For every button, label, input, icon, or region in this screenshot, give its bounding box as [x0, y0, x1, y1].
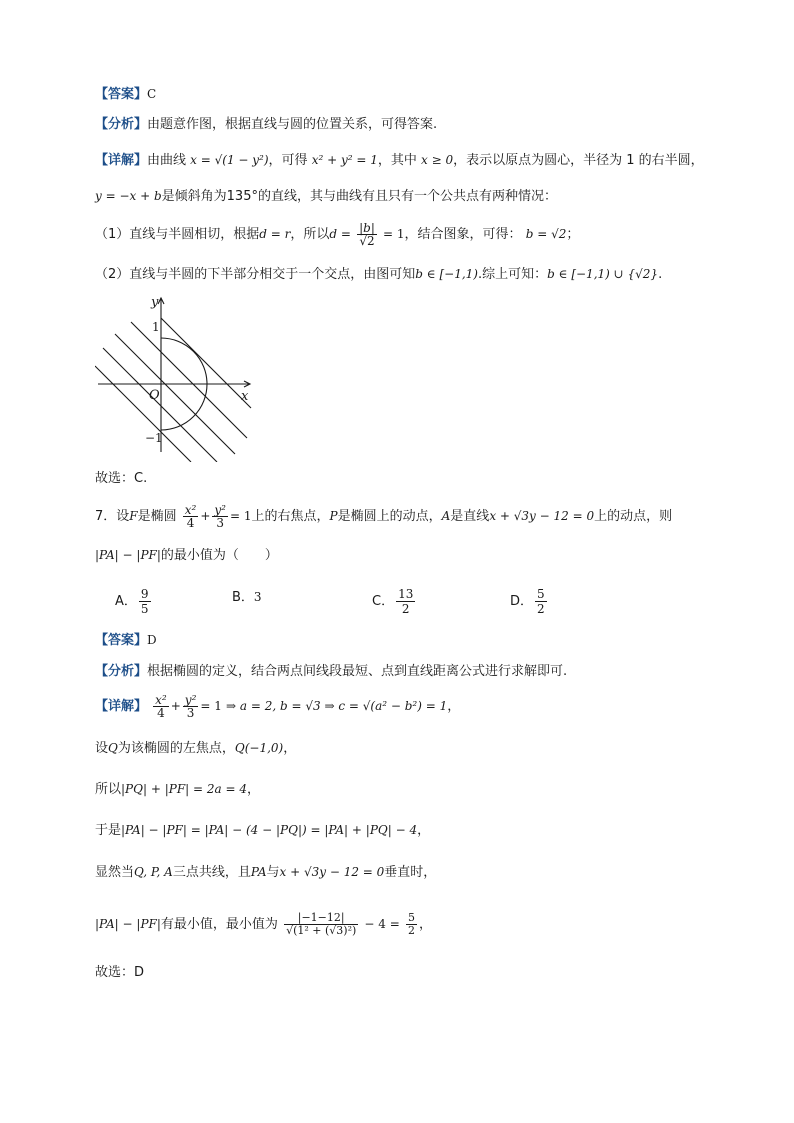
question-7-stem: [95, 504, 672, 529]
detail-text: （1）直线与半圆相切，根据: [95, 227, 260, 242]
detail-tag: 【详解】: [95, 153, 148, 168]
question-text: 是椭圆上的动点，: [337, 509, 442, 524]
detail-text: 垂直时，: [384, 865, 437, 880]
choice-text: 故选：C.: [95, 471, 148, 486]
question-text: 是直线: [450, 509, 490, 524]
formula: x + √3y − 12 = 0: [489, 509, 595, 523]
formula: |PA| − |PF| = |PA| − (4 − |PQ|) = |PA| + |PQ| − 4: [121, 823, 418, 837]
fraction-numerator: y²: [214, 503, 226, 517]
detail-line-7: [95, 694, 460, 719]
formula: x + √3y − 12 = 0: [279, 865, 385, 879]
formula: b = √2: [525, 227, 567, 241]
semicircle-figure: [95, 292, 260, 462]
fraction-numerator: x²: [184, 503, 197, 517]
fraction-numerator: |−1−12|: [284, 912, 358, 925]
detail-text: ，所以: [290, 227, 330, 242]
formula: Q: [108, 741, 118, 755]
fraction-denominator: 5: [140, 602, 149, 616]
option-label: B．: [232, 590, 254, 605]
option-label: D．: [510, 594, 534, 609]
detail-text: ，: [447, 699, 461, 714]
formula: b ∈ [−1,1) ∪ {√2}: [547, 267, 659, 281]
detail-text: 显然当: [95, 865, 135, 880]
question-text: 上的右焦点，: [251, 509, 330, 524]
detail-text: 设: [95, 741, 109, 756]
option-label: A．: [115, 594, 137, 609]
analysis-tag: 【分析】: [95, 117, 148, 132]
formula: x ≥ 0: [421, 153, 454, 167]
detail-text: 三点共线，且: [172, 865, 251, 880]
question-7-stem-2: [95, 545, 278, 566]
detail-line-2: [95, 186, 557, 207]
fraction-numerator: y²: [184, 693, 197, 707]
parallel-line: [95, 366, 191, 462]
fraction-numerator: 13: [398, 587, 414, 601]
formula: Q, P, A: [134, 865, 173, 879]
formula: = 1: [383, 227, 405, 241]
tick-label-neg-one: −1: [145, 431, 163, 445]
detail-text: 由曲线: [147, 153, 187, 168]
fraction-denominator: √2: [359, 234, 375, 248]
x-axis-label: x: [241, 389, 249, 404]
fraction: [396, 587, 415, 616]
case-1-line: [95, 222, 579, 247]
answer-value: C: [147, 87, 157, 101]
step-2: [95, 779, 260, 800]
fraction-denominator: 2: [401, 602, 410, 616]
formula: |PA| − |PF|: [95, 917, 161, 931]
choice-line-6: [95, 469, 147, 489]
choice-text: 故选：D: [95, 965, 145, 980]
detail-text: ，可得: [268, 153, 308, 168]
fraction-numerator: x²: [155, 693, 167, 707]
y-axis-label: y: [151, 295, 159, 310]
option-a[interactable]: [115, 587, 153, 616]
detail-line-1: [95, 150, 704, 171]
fraction-denominator: 3: [216, 516, 225, 530]
detail-text: ，: [418, 917, 432, 932]
option-label: C．: [372, 594, 395, 609]
formula: +: [170, 699, 181, 713]
fraction-numerator: 5: [407, 911, 415, 924]
tick-label-one: 1: [152, 320, 160, 334]
detail-tag: 【详解】: [95, 699, 148, 714]
detail-text: 有最小值，最小值为: [160, 917, 278, 932]
choice-line-7: [95, 963, 144, 983]
detail-text: 是倾斜角为135°的直线，其与曲线有且只有一个公共点有两种情况：: [161, 189, 557, 204]
formula: Q(−1,0): [234, 741, 284, 755]
formula: y = −x + b: [95, 189, 162, 203]
formula: ⇒ a = 2, b = √3 ⇒ c = √(a² − b²) = 1: [226, 699, 448, 713]
detail-text: ，: [283, 741, 297, 756]
fraction-denominator: 4: [186, 516, 195, 530]
detail-text: ，表示以原点为圆心，半径为 1 的右半圆，: [453, 153, 704, 168]
detail-text: （2）直线与半圆的下半部分相交于一个交点，由图可知: [95, 267, 416, 282]
detail-text: ；: [566, 227, 580, 242]
fraction-denominator: 2: [407, 924, 415, 937]
fraction-denominator: 4: [157, 706, 165, 720]
detail-text: ，其中: [377, 153, 417, 168]
formula: +: [200, 509, 211, 523]
detail-text: 所以: [95, 782, 122, 797]
fraction: [406, 912, 417, 937]
formula: d = r: [259, 227, 291, 241]
detail-text: ，结合图象，可得：: [404, 227, 522, 242]
fraction: [183, 504, 199, 529]
question-text: 7．设: [95, 509, 130, 524]
fraction-denominator: 2: [537, 602, 545, 616]
formula: x² + y² = 1: [311, 153, 378, 167]
fraction: [212, 504, 228, 529]
detail-text: ，: [246, 782, 260, 797]
origin-label: O: [149, 388, 160, 403]
analysis-text: 根据椭圆的定义，结合两点间线段最短、点到直线距离公式进行求解即可.: [147, 664, 568, 679]
formula: F: [129, 509, 138, 523]
fraction-denominator: 3: [186, 706, 195, 720]
detail-text: 为该椭圆的左焦点，: [117, 741, 235, 756]
fraction: [284, 912, 358, 937]
formula: d =: [329, 227, 351, 241]
fraction: [139, 587, 151, 616]
step-3: [95, 820, 430, 841]
detail-text: .综上可知：: [477, 267, 548, 282]
fraction-numerator: |b|: [359, 221, 375, 235]
detail-text: ，: [417, 823, 431, 838]
fraction: [183, 694, 199, 719]
formula: P: [329, 509, 338, 523]
option-value: 3: [253, 590, 262, 604]
detail-text: 与: [266, 865, 280, 880]
fraction-numerator: 9: [140, 587, 149, 601]
formula: − 4 =: [364, 917, 400, 931]
fraction: [153, 694, 169, 719]
option-b[interactable]: [232, 587, 262, 608]
fraction: [535, 587, 547, 616]
step-1: [95, 738, 296, 759]
analysis-line-7: [95, 662, 567, 682]
case-2-line: [95, 264, 662, 285]
detail-text: .: [658, 267, 663, 282]
formula: x = √(1 − y²): [190, 153, 269, 167]
option-c[interactable]: [372, 587, 417, 616]
formula: A: [441, 509, 451, 523]
formula: PA: [250, 865, 267, 879]
fraction-numerator: 5: [537, 587, 545, 601]
step-4: [95, 862, 436, 883]
formula: = 1: [200, 699, 222, 713]
answer-value: D: [147, 633, 157, 647]
analysis-text: 由题意作图，根据直线与圆的位置关系，可得答案.: [147, 117, 438, 132]
formula: = 1: [230, 509, 252, 523]
step-5: [95, 912, 432, 937]
analysis-tag: 【分析】: [95, 664, 148, 679]
question-text: 是椭圆: [137, 509, 177, 524]
detail-text: 于是: [95, 823, 122, 838]
option-d[interactable]: [510, 587, 549, 616]
answer-tag: 【答案】: [95, 87, 148, 102]
question-text: 的最小值为（ ）: [160, 548, 278, 563]
answer-line-7: [95, 630, 157, 651]
answer-tag: 【答案】: [95, 633, 148, 648]
fraction-denominator: √(1² + (√3)²): [286, 924, 357, 937]
parallel-line: [115, 334, 235, 454]
formula: |PQ| + |PF| = 2a = 4: [121, 782, 247, 796]
answer-line: [95, 84, 156, 105]
fraction: [357, 222, 377, 247]
formula: b ∈ [−1,1): [415, 267, 478, 281]
formula: |PA| − |PF|: [95, 548, 161, 562]
question-text: 上的动点，则: [594, 509, 673, 524]
analysis-line: [95, 115, 437, 135]
